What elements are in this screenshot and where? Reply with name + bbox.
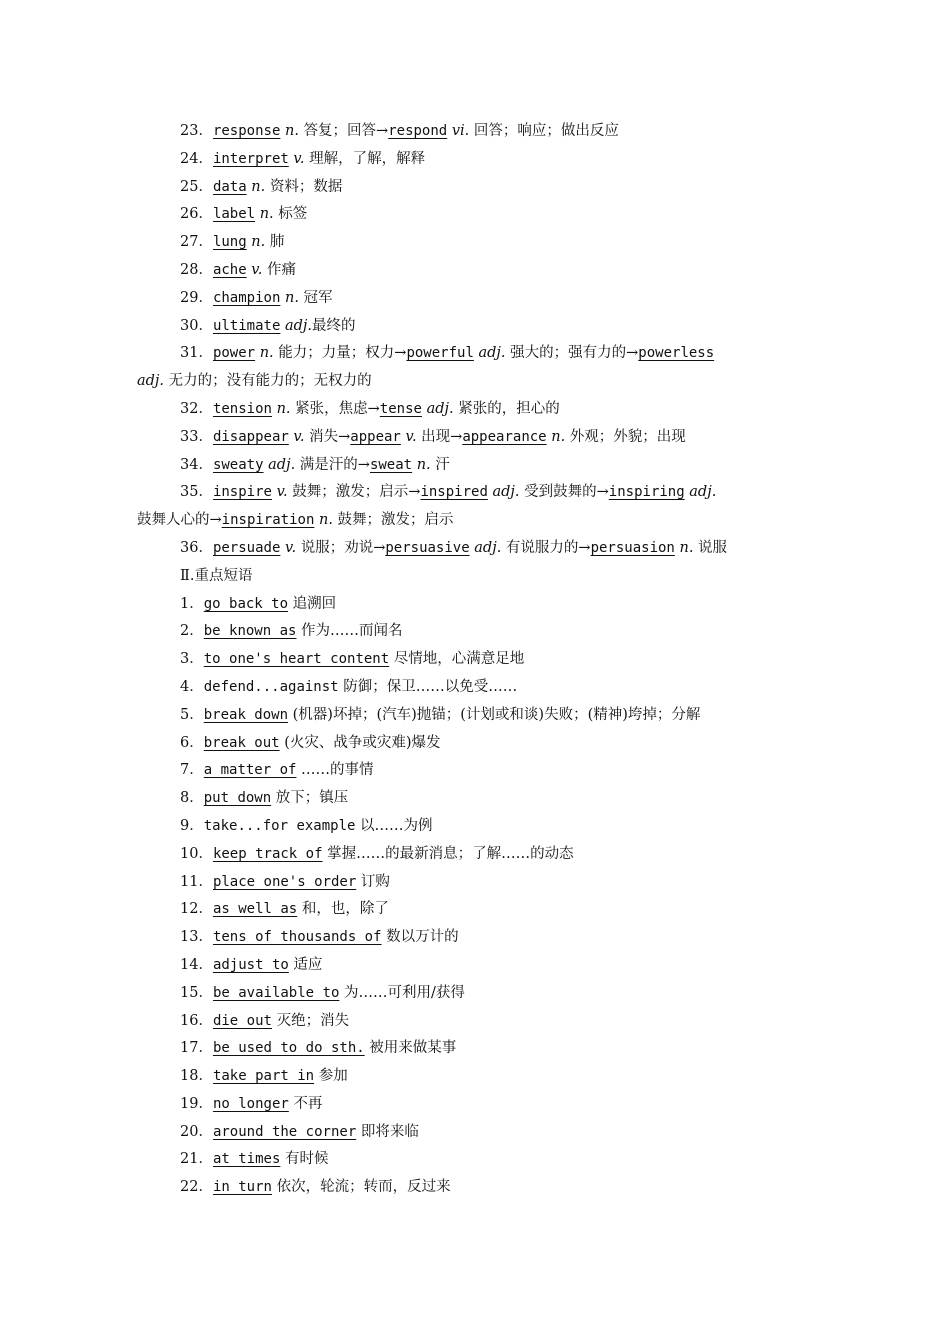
term: take...for example (203, 817, 356, 834)
phrase-entry (137, 646, 817, 674)
part-of-speech: n. (276, 400, 291, 417)
answer-term: persuasion (590, 539, 675, 556)
answer-term: put down (203, 790, 272, 807)
definition-text: 紧张，焦虑→ (290, 400, 380, 417)
word-entry (137, 452, 817, 480)
definition-text: 鼓舞人心的→ (137, 512, 222, 529)
word-entry (137, 424, 817, 452)
word-entry (137, 201, 817, 229)
definition-text: 说服 (693, 539, 728, 556)
answer-term: interpret (212, 150, 289, 167)
definition-text: 说服；劝说→ (296, 539, 386, 556)
item-number: 23． (180, 123, 213, 139)
answer-term: appearance (462, 428, 547, 445)
definition-text: 掌握……的最新消息；了解……的动态 (322, 845, 574, 862)
definition-text: 理解，了解，解释 (304, 150, 426, 167)
answer-term: tension (212, 400, 272, 417)
phrase-entry (137, 813, 817, 841)
answer-term: disappear (212, 428, 289, 445)
item-number: 34． (180, 456, 213, 473)
answer-term: break out (203, 734, 280, 751)
item-number: 4． (180, 678, 204, 695)
vocabulary-page (137, 118, 817, 1202)
definition-text: 鼓舞；激发；启示→ (287, 484, 421, 501)
answer-term: champion (212, 289, 281, 306)
part-of-speech: n. (551, 428, 566, 445)
word-entry (137, 340, 817, 368)
phrase-entry (137, 924, 817, 952)
phrase-entry (137, 896, 817, 924)
definition-text: 紧张的，担心的 (453, 400, 560, 417)
section-title: Ⅱ.重点短语 (180, 567, 253, 584)
item-number: 19． (180, 1095, 213, 1112)
phrase-entry (137, 952, 817, 980)
item-number: 14． (180, 956, 213, 973)
definition-text: 追溯回 (288, 595, 337, 612)
part-of-speech: adj. (492, 484, 520, 501)
answer-term: tens of thousands of (212, 929, 382, 946)
item-number: 31． (180, 345, 213, 362)
definition-text: (机器)坏掉；(汽车)抛锚；(计划或和谈)失败；(精神)垮掉；分解 (288, 706, 701, 723)
answer-term: ultimate (212, 317, 281, 334)
answer-term: inspiration (221, 512, 315, 529)
part-of-speech: adj. (474, 539, 502, 556)
key-phrases-list (137, 591, 817, 1203)
answer-term: respond (388, 123, 448, 139)
word-entry (137, 479, 817, 507)
item-number: 22． (180, 1179, 213, 1196)
answer-term: around the corner (212, 1123, 357, 1140)
phrase-entry (137, 702, 817, 730)
definition-text: 最终的 (312, 317, 356, 334)
definition-text: 标签 (273, 206, 308, 223)
definition-text: ……的事情 (296, 762, 374, 779)
item-number: 21． (180, 1151, 213, 1168)
answer-term: powerless (638, 345, 715, 362)
answer-term: keep track of (212, 845, 323, 862)
definition-text: 为……可利用/获得 (339, 984, 465, 1001)
answer-term: tense (379, 400, 422, 417)
answer-term: to one's heart content (203, 651, 390, 668)
definition-text: 不再 (288, 1095, 323, 1112)
item-number: 36． (180, 539, 213, 556)
item-number: 12． (180, 901, 213, 918)
item-number: 29． (180, 289, 213, 306)
item-number: 28． (180, 261, 213, 278)
word-entry (137, 285, 817, 313)
phrase-entry (137, 1063, 817, 1091)
definition-text: 有时候 (280, 1151, 329, 1168)
answer-term: label (212, 206, 256, 223)
item-number: 18． (180, 1068, 213, 1085)
phrase-entry (137, 674, 817, 702)
item-number: 32． (180, 400, 213, 417)
answer-term: a matter of (203, 762, 297, 779)
part-of-speech: n. (251, 178, 266, 195)
answer-term: as well as (212, 901, 298, 918)
item-number: 11． (180, 873, 213, 890)
part-of-speech: n. (259, 345, 274, 362)
item-number: 6． (180, 734, 204, 751)
definition-text: 答复；回答→ (298, 123, 389, 139)
term: defend...against (203, 678, 339, 695)
definition-text: 订购 (356, 873, 390, 890)
phrase-entry (137, 1119, 817, 1147)
definition-text: 放下；镇压 (271, 790, 349, 807)
phrase-entry (137, 869, 817, 897)
answer-term: no longer (212, 1095, 289, 1112)
definition-text: 肺 (265, 234, 285, 251)
word-entry (137, 229, 817, 257)
item-number: 33． (180, 428, 213, 445)
answer-term: ache (212, 261, 247, 278)
item-number: 30． (180, 317, 213, 334)
definition-text: 资料；数据 (265, 178, 343, 195)
answer-term: powerful (406, 345, 474, 362)
answer-term: response (212, 123, 281, 139)
definition-text: 强大的；强有力的→ (505, 345, 639, 362)
answer-term: lung (212, 234, 247, 251)
item-number: 20． (180, 1123, 213, 1140)
item-number: 8． (180, 790, 204, 807)
part-of-speech: n. (285, 123, 299, 139)
definition-text: 依次，轮流；转而，反过来 (271, 1179, 451, 1196)
definition-text: 即将来临 (356, 1123, 419, 1140)
phrase-entry (137, 1008, 817, 1036)
answer-term: die out (212, 1012, 272, 1029)
definition-text: 回答；响应；做出反应 (469, 123, 619, 139)
item-number: 5． (180, 706, 204, 723)
part-of-speech: v. (405, 428, 417, 445)
part-of-speech: adj. (285, 317, 313, 334)
word-entry-continued (137, 507, 817, 535)
phrase-entry (137, 785, 817, 813)
item-number: 2． (180, 623, 204, 640)
phrase-entry (137, 1035, 817, 1063)
part-of-speech: n. (416, 456, 431, 473)
item-number: 9． (180, 817, 204, 834)
definition-text: 尽情地，心满意足地 (389, 651, 525, 668)
part-of-speech: v. (276, 484, 288, 501)
part-of-speech: v. (251, 261, 263, 278)
definition-text: 作为……而闻名 (296, 623, 403, 640)
definition-text: 消失→ (304, 428, 351, 445)
part-of-speech: adj. (268, 456, 296, 473)
item-number: 15． (180, 984, 213, 1001)
answer-term: be used to do sth. (212, 1040, 365, 1057)
key-words-list (137, 118, 817, 563)
part-of-speech: v. (293, 150, 305, 167)
definition-text: 满是汗的→ (295, 456, 370, 473)
item-number: 3． (180, 651, 204, 668)
word-entry (137, 118, 817, 146)
word-entry (137, 257, 817, 285)
definition-text: 和，也，除了 (297, 901, 389, 918)
answer-term: persuasive (385, 539, 470, 556)
part-of-speech: adj. (426, 400, 454, 417)
item-number: 7． (180, 762, 204, 779)
phrase-entry (137, 841, 817, 869)
item-number: 1． (180, 595, 204, 612)
answer-term: inspire (212, 484, 272, 501)
definition-text: 被用来做某事 (364, 1040, 457, 1057)
answer-term: place one's order (212, 873, 357, 890)
item-number: 35． (180, 484, 213, 501)
word-entry (137, 146, 817, 174)
item-number: 13． (180, 929, 213, 946)
answer-term: break down (203, 706, 289, 723)
answer-term: persuade (212, 539, 281, 556)
answer-term: sweaty (212, 456, 264, 473)
definition-text: 外观；外貌；出现 (565, 428, 686, 445)
answer-term: be available to (212, 984, 340, 1001)
definition-text: 鼓舞；激发；启示 (332, 512, 454, 529)
definition-text: 参加 (314, 1068, 348, 1085)
part-of-speech: n. (679, 539, 694, 556)
word-entry (137, 313, 817, 341)
phrase-entry (137, 730, 817, 758)
definition-text: 数以万计的 (381, 929, 459, 946)
definition-text: 汗 (430, 456, 450, 473)
phrase-entry (137, 591, 817, 619)
part-of-speech: v. (285, 539, 297, 556)
answer-term: sweat (369, 456, 413, 473)
phrase-entry (137, 1146, 817, 1174)
answer-term: be known as (203, 623, 297, 640)
phrase-entry (137, 618, 817, 646)
definition-text: 有说服力的→ (501, 539, 591, 556)
item-number: 25． (180, 178, 213, 195)
answer-term: adjust to (212, 956, 289, 973)
definition-text: 出现→ (416, 428, 463, 445)
part-of-speech: v. (293, 428, 305, 445)
phrase-entry (137, 757, 817, 785)
answer-term: data (212, 178, 247, 195)
answer-term: power (212, 345, 256, 362)
definition-text: 作痛 (262, 261, 296, 278)
answer-term: inspired (420, 484, 488, 501)
part-of-speech: n. (251, 234, 266, 251)
part-of-speech: n. (318, 512, 333, 529)
answer-term: go back to (203, 595, 289, 612)
phrase-entry (137, 980, 817, 1008)
definition-text: 受到鼓舞的→ (519, 484, 609, 501)
definition-text: 能力；力量；权力→ (273, 345, 407, 362)
answer-term: at times (212, 1151, 281, 1168)
answer-term: in turn (212, 1179, 272, 1196)
item-number: 24． (180, 150, 213, 167)
item-number: 26． (180, 206, 213, 223)
definition-text: 冠军 (298, 289, 333, 306)
part-of-speech: n. (259, 206, 274, 223)
part-of-speech: adj. (478, 345, 506, 362)
answer-term: take part in (212, 1068, 315, 1085)
part-of-speech: n. (285, 289, 299, 306)
answer-term: appear (350, 428, 401, 445)
definition-text: 适应 (288, 956, 323, 973)
word-entry-continued (137, 368, 817, 396)
definition-text: 无力的；没有能力的；无权力的 (164, 373, 372, 390)
definition-text: (火灾、战争或灾难)爆发 (279, 734, 441, 751)
part-of-speech: adj. (137, 373, 165, 390)
part-of-speech: vi. (451, 123, 470, 139)
item-number: 17． (180, 1040, 213, 1057)
definition-text: 以……为例 (355, 817, 433, 834)
item-number: 10． (180, 845, 213, 862)
phrase-entry (137, 1091, 817, 1119)
word-entry (137, 396, 817, 424)
definition-text: 灭绝；消失 (271, 1012, 350, 1029)
answer-term: inspiring (608, 484, 685, 501)
phrase-entry (137, 1174, 817, 1202)
definition-text: 防御；保卫……以免受…… (338, 678, 518, 695)
word-entry (137, 174, 817, 202)
item-number: 27． (180, 234, 213, 251)
item-number: 16． (180, 1012, 213, 1029)
word-entry (137, 535, 817, 563)
part-of-speech: adj. (689, 484, 717, 501)
